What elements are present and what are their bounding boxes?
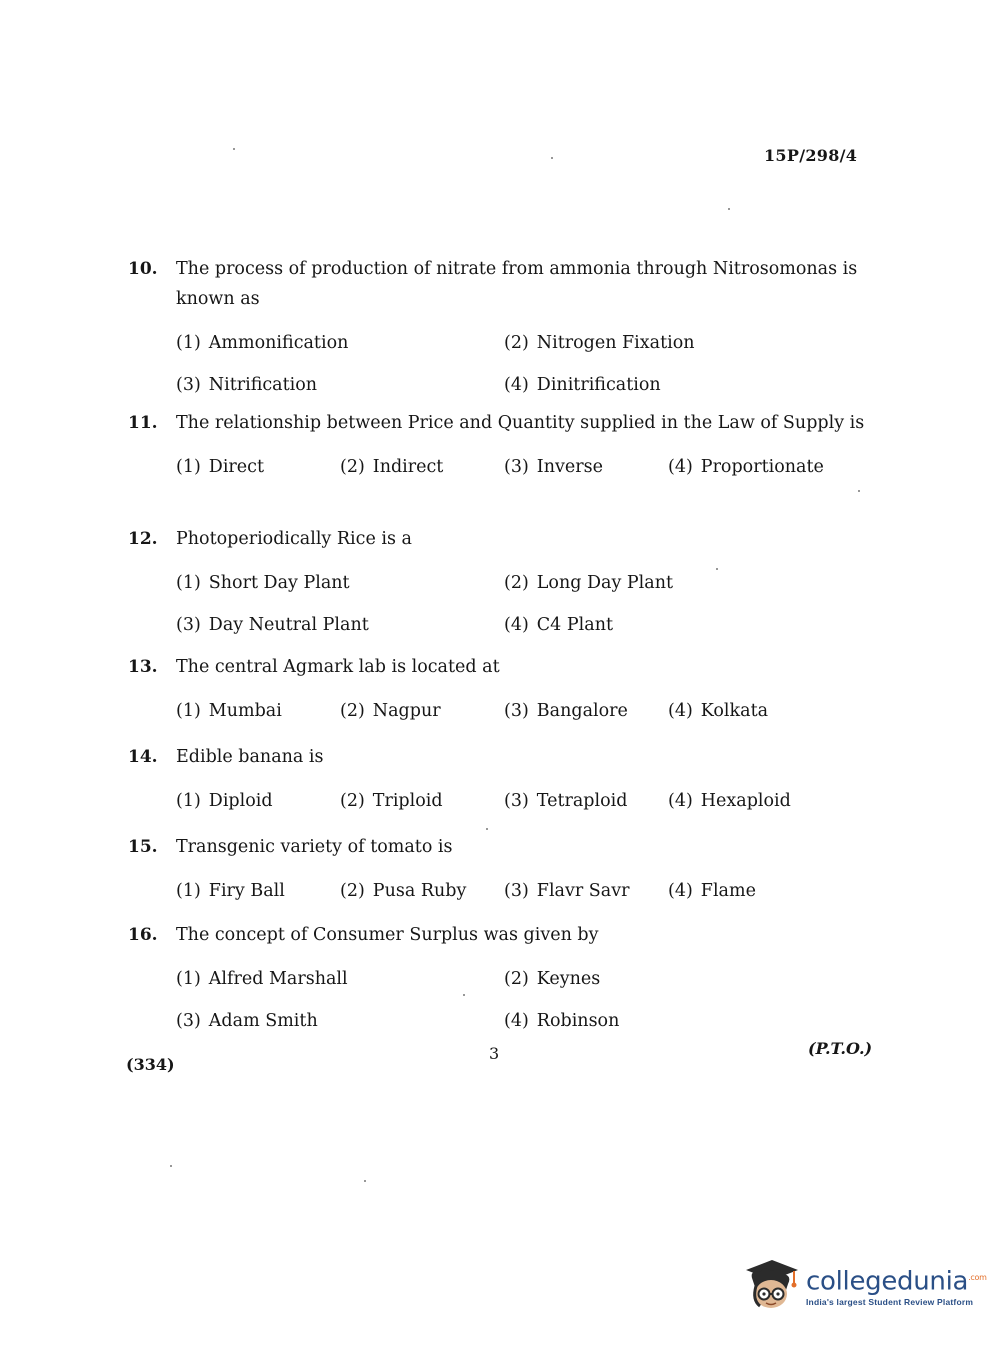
brand-wordmark: collegedunia [806,1266,969,1297]
option-number: (3) [504,881,529,901]
option-number: (2) [340,791,365,811]
option-3 [176,1006,504,1036]
option-text: Alfred Marshall [208,969,348,989]
scan-speck [170,1165,172,1167]
options [176,568,868,640]
option-number: (1) [176,333,201,353]
options [176,328,868,400]
question-11 [128,408,868,482]
option-text: Day Neutral Plant [208,615,369,635]
option-2 [340,452,504,482]
question-number: 16. [128,925,158,945]
option-number: (4) [504,1011,529,1031]
scan-speck [463,994,465,996]
option-number: (2) [340,457,365,477]
option-4 [668,452,858,482]
paper-code: 15P/298/4 [764,146,858,165]
option-number: (2) [504,969,529,989]
question-text: The central Agmark lab is located at [176,657,500,677]
scan-speck [486,828,488,830]
option-3 [176,370,504,400]
option-text: Diploid [208,791,273,811]
option-4 [504,1006,804,1036]
brand-name [806,1263,987,1297]
options [176,786,868,816]
scan-speck [551,157,553,159]
option-text: Pusa Ruby [372,881,467,901]
question-number: 11. [128,413,158,433]
option-number: (3) [504,457,529,477]
option-number: (4) [504,375,529,395]
option-number: (1) [176,573,201,593]
option-text: Proportionate [700,457,824,477]
option-text: Hexaploid [700,791,791,811]
option-1 [176,328,504,358]
option-text: Mumbai [208,701,282,721]
option-1 [176,876,340,906]
option-number: (1) [176,969,201,989]
options [176,696,868,726]
question-number: 13. [128,657,158,677]
logo-text [806,1263,987,1307]
option-2 [504,568,804,598]
option-4 [668,786,858,816]
option-text: C4 Plant [536,615,613,635]
question-number: 15. [128,837,158,857]
option-number: (4) [668,701,693,721]
option-4 [668,876,858,906]
booklet-code: (334) [126,1055,175,1074]
option-text: Nitrogen Fixation [536,333,695,353]
option-number: (2) [340,701,365,721]
question-16 [128,920,868,1036]
option-text: Nitrification [208,375,318,395]
option-3 [504,696,668,726]
question-15 [128,832,868,906]
option-text: Dinitrification [536,375,661,395]
option-text: Tetraploid [536,791,628,811]
option-text: Direct [208,457,264,477]
option-number: (2) [340,881,365,901]
options [176,452,868,482]
brand-tagline: India's largest Student Review Platform [806,1296,974,1307]
question-text: The relationship between Price and Quantity supplied in the Law of Supply is [176,413,865,433]
option-2 [340,786,504,816]
option-1 [176,568,504,598]
page-number: 3 [489,1044,500,1063]
option-2 [504,328,804,358]
option-number: (1) [176,881,201,901]
option-3 [504,876,668,906]
option-1 [176,452,340,482]
scan-speck [716,568,718,570]
option-2 [504,964,804,994]
option-text: Keynes [536,969,601,989]
option-number: (2) [504,573,529,593]
question-13 [128,652,868,726]
question-text: Photoperiodically Rice is a [176,529,412,549]
question-text: Transgenic variety of tomato is [176,837,453,857]
question-10 [128,254,868,400]
question-text: Edible banana is [176,747,324,767]
option-text: Robinson [536,1011,620,1031]
scan-speck [233,148,235,150]
option-number: (3) [504,791,529,811]
option-text: Inverse [536,457,603,477]
scan-speck [728,208,730,210]
question-12 [128,524,868,640]
brand-suffix: .com [968,1273,987,1283]
option-1 [176,696,340,726]
option-number: (4) [504,615,529,635]
option-number: (3) [504,701,529,721]
options [176,876,868,906]
collegedunia-watermark [742,1250,987,1320]
option-3 [176,610,504,640]
option-2 [340,876,504,906]
question-number: 12. [128,529,158,549]
question-number: 14. [128,747,158,767]
option-text: Flavr Savr [536,881,630,901]
option-1 [176,786,340,816]
pto-note: (P.T.O.) [808,1039,873,1058]
question-number: 10. [128,259,158,279]
option-number: (1) [176,791,201,811]
option-number: (1) [176,701,201,721]
question-text: The concept of Consumer Surplus was given by [176,925,599,945]
question-14 [128,742,868,816]
option-4 [504,370,804,400]
option-number: (4) [668,881,693,901]
option-3 [504,452,668,482]
option-3 [504,786,668,816]
option-text: Short Day Plant [208,573,350,593]
scan-speck [364,1180,366,1182]
option-text: Long Day Plant [536,573,674,593]
option-number: (4) [668,457,693,477]
option-text: Nagpur [372,701,441,721]
option-number: (3) [176,615,201,635]
option-number: (3) [176,1011,201,1031]
option-text: Indirect [372,457,444,477]
option-text: Firy Ball [208,881,285,901]
options [176,964,868,1036]
option-number: (3) [176,375,201,395]
option-text: Ammonification [208,333,349,353]
option-4 [504,610,804,640]
option-text: Bangalore [536,701,628,721]
option-text: Triploid [372,791,443,811]
question-text: The process of production of nitrate from ammonia through Nitrosomonas is known as [176,259,858,309]
option-text: Kolkata [700,701,769,721]
option-text: Flame [700,881,756,901]
option-2 [340,696,504,726]
option-4 [668,696,858,726]
option-text: Adam Smith [208,1011,318,1031]
mascot-icon [742,1256,800,1314]
option-1 [176,964,504,994]
option-number: (2) [504,333,529,353]
option-number: (4) [668,791,693,811]
scan-speck [858,490,860,492]
option-number: (1) [176,457,201,477]
